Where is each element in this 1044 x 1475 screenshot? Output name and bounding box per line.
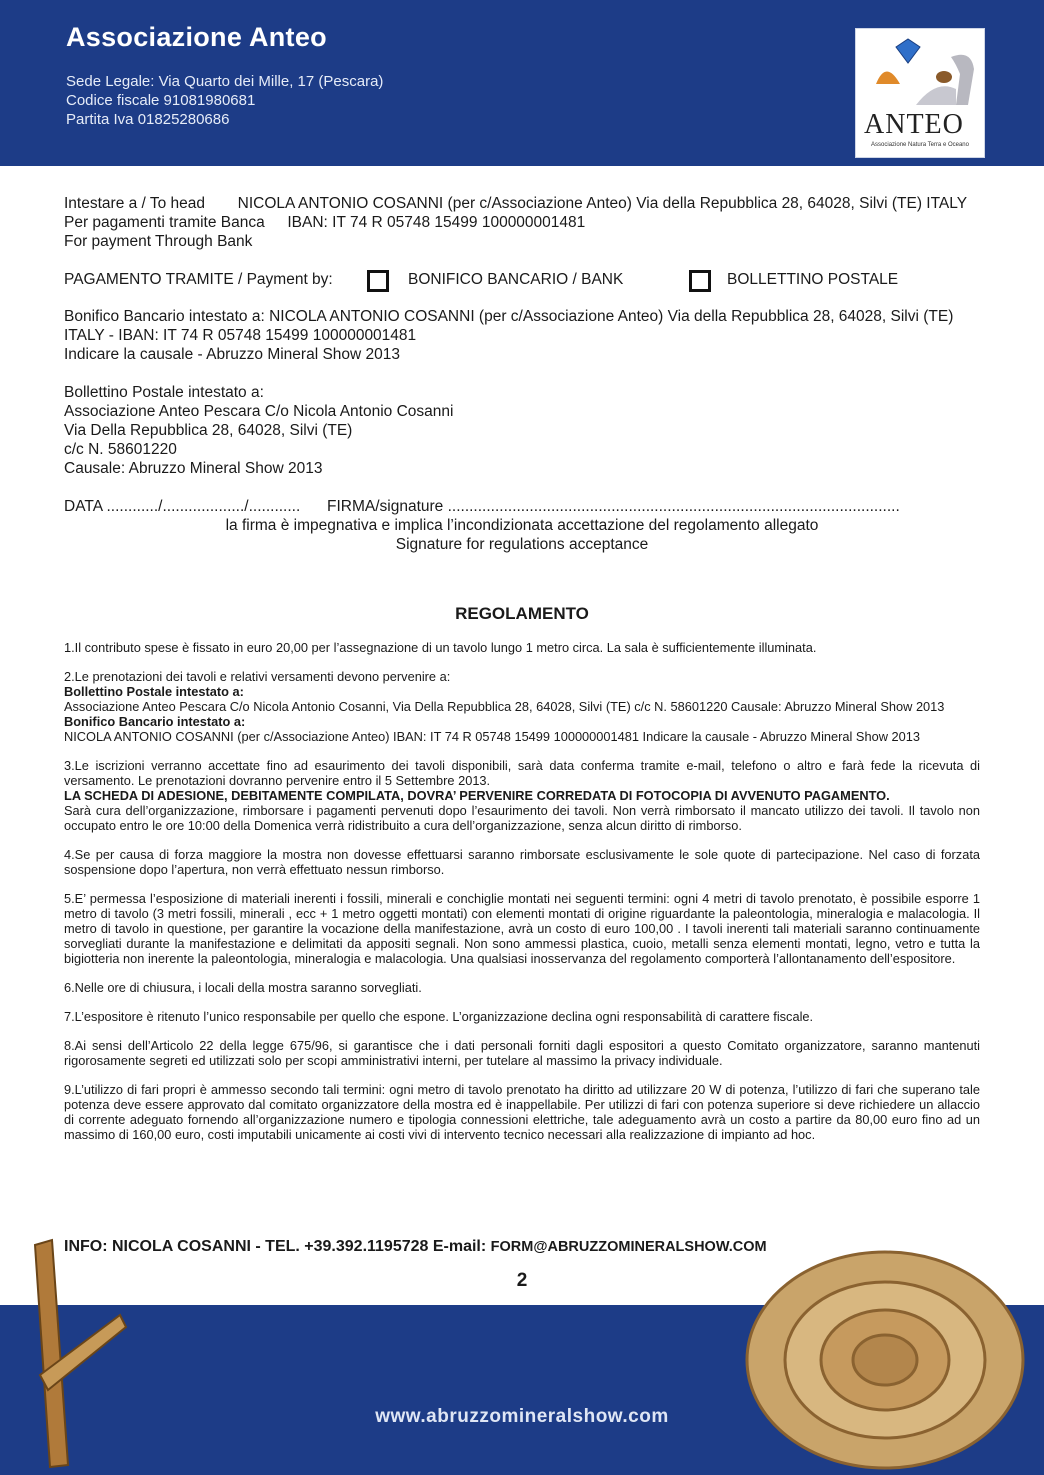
bank-transfer-line-2: ITALY - IBAN: IT 74 R 05748 15499 100000001481 — [64, 327, 417, 344]
signature-note-en: Signature for regulations acceptance — [395, 536, 649, 553]
rule-2-postal-text: Associazione Anteo Pescara C/o Nicola Antonio Cosanni, Via Della Repubblica 28, 64028, Silvi (TE) c/c N. 58601220 Causale: Abruzzo Mineral Show 2013 — [64, 699, 945, 714]
rule-6: 6.Nelle ore di chiusura, i locali della mostra saranno sorvegliati. — [64, 980, 422, 995]
rule-7: 7.L’espositore è ritenuto l’unico responsabile per quello che espone. L’organizzazione declina ogni responsabilità di carattere fiscale. — [64, 1009, 814, 1024]
rule-1: 1.Il contributo spese è fissato in euro 20,00 per l’assegnazione di un tavolo lungo 1 metro circa. La sala è sufficientemente illuminata. — [64, 640, 817, 655]
ammonite-fossil-icon — [735, 1230, 1025, 1470]
bank-label: Per pagamenti tramite Banca — [64, 214, 265, 231]
signature-field[interactable]: FIRMA/signature ......................................................................................................... — [327, 498, 900, 515]
rule-2-postal-head: Bollettino Postale intestato a: — [64, 684, 244, 699]
org-tax-code: Codice fiscale 91081980681 — [66, 92, 256, 109]
contact-text: INFO: NICOLA COSANNI - TEL. +39.392.1195728 E-mail: — [64, 1238, 487, 1255]
postal-line-3: Via Della Repubblica 28, 64028, Silvi (TE) — [64, 422, 353, 439]
postal-line-2: Associazione Anteo Pescara C/o Nicola Antonio Cosanni — [64, 403, 454, 420]
iban-value: IBAN: IT 74 R 05748 15499 100000001481 — [287, 214, 586, 231]
rule-3-bold: LA SCHEDA DI ADESIONE, DEBITAMENTE COMPILATA, DOVRA’ PERVENIRE CORREDATA DI FOTOCOPIA DI AVVENUTO PAGAMENTO. — [64, 788, 890, 803]
postal-checkbox[interactable] — [689, 270, 711, 292]
rule-5: 5.E’ permessa l’esposizione di materiali inerenti i fossili, minerali e conchiglie montati nei seguenti termini: ogni 4 metri di tavolo prenotato, è possibile esporre 1 metro di tavolo (3 metri fossili, minerali , ecc + 1 metro oggetti montati) con elementi montati di origine riguardante la paleontologia, mineralogia e malacologia. Il metro di tavolo in questione, per garantire la vocazione della manifestazione, avrà un costo di euro 100,00 . I tavoli inerenti tali materiali saranno continuamente sorvegliati durante la manifestazione e delimitati da appositi segnali. Non sono ammessi plastica, cuoio, metalli senza elementi montati, legno, vetro e tutta la bigiotteria non inerente la paleontologia, mineralogia e malacologia. Una qualsiasi inosservanza del regolamento comporterà l’allontanamento dell’espositore. — [64, 891, 980, 966]
rule-2-intro: 2.Le prenotazioni dei tavoli e relativi versamenti devono pervenire a: — [64, 669, 451, 684]
anteo-logo-icon — [855, 28, 985, 158]
bank-transfer-line-3: Indicare la causale - Abruzzo Mineral Show 2013 — [64, 346, 401, 363]
rules-body — [64, 640, 980, 1156]
bank-checkbox[interactable] — [367, 270, 389, 292]
rule-3 — [64, 758, 980, 833]
rule-8: 8.Ai sensi dell’Articolo 22 della legge 675/96, si garantisce che i dati personali forniti dagli espositori a questo Comitato organizzatore, saranno mantenuti rigorosamente segreti ed utilizzati solo per scopi amministrativi interni, per tutelare al massimo la privacy individuale. — [64, 1038, 980, 1068]
payee-value: NICOLA ANTONIO COSANNI (per c/Associazione Anteo) Via della Repubblica 28, 64028, Silvi (TE) ITALY — [237, 195, 968, 212]
date-field[interactable]: DATA ............/.................../............ — [64, 498, 301, 515]
page-number: 2 — [516, 1270, 528, 1291]
payee-line-3: For payment Through Bank — [64, 233, 253, 250]
org-vat: Partita Iva 01825280686 — [66, 111, 230, 128]
logo-tagline: Associazione Natura Terra e Oceano — [871, 142, 969, 148]
rule-9: 9.L’utilizzo di fari propri è ammesso secondo tali termini: ogni metro di tavolo prenotato ha diritto ad utilizzare 20 W di potenza, l’utilizzo di fari che superano tale potenza deve essere approvato dal comitato organizzatore della mostra ed è inappellabile. Per utilizzi di fari con potenza superiore si deve richiedere un allaccio di corrente adeguato fornendo all’organizzazione numero e tipologia connessioni elettriche, tale adeguamento avrà un costo a partire da 80,00 euro fino ad un massimo di 160,00 euro, costi imputabili unicamente ai costi vivi di intervento tecnico necessari alla realizzazione di impianto ad hoc. — [64, 1082, 980, 1142]
rule-2-bank-text: NICOLA ANTONIO COSANNI (per c/Associazione Anteo) IBAN: IT 74 R 05748 15499 100000001481 Indicare la causale - Abruzzo Mineral Show 2013 — [64, 729, 920, 744]
postal-line-4: c/c N. 58601220 — [64, 441, 177, 458]
payee-line-1 — [64, 195, 967, 213]
org-address: Sede Legale: Via Quarto dei Mille, 17 (Pescara) — [66, 73, 384, 90]
logo-text: ANTEO — [864, 109, 964, 140]
header-banner — [0, 0, 1044, 166]
bank-option-label: BONIFICO BANCARIO / BANK — [408, 271, 624, 288]
rule-3-text: 3.Le iscrizioni verranno accettate fino ad esaurimento dei tavoli disponibili, sarà data conferma tramite e-mail, telefono o altro e farà fede la ricevuta di versamento. Le prenotazioni dovranno pervenire entro il 5 Settembre 2013. — [64, 758, 980, 788]
contact-email[interactable]: FORM@ABRUZZOMINERALSHOW.COM — [490, 1239, 767, 1255]
bank-transfer-line-1: Bonifico Bancario intestato a: NICOLA ANTONIO COSANNI (per c/Associazione Anteo) Via della Repubblica 28, 64028, Silvi (TE) — [64, 308, 954, 325]
signature-note-it: la firma è impegnativa e implica l’incondizionata accettazione del regolamento allegato — [225, 517, 819, 534]
rule-2-bank-head: Bonifico Bancario intestato a: — [64, 714, 246, 729]
postal-option-label: BOLLETTINO POSTALE — [727, 271, 899, 288]
payment-label: PAGAMENTO TRAMITE / Payment by: — [64, 271, 333, 288]
website-link[interactable]: www.abruzzomineralshow.com — [375, 1406, 669, 1427]
postal-line-1: Bollettino Postale intestato a: — [64, 384, 264, 401]
rule-4: 4.Se per causa di forza maggiore la mostra non dovesse effettuarsi saranno rimborsate esclusivamente le sole quote di partecipazione. Nel caso di forzata sospensione dopo l’apertura, non verrà effettuato nessun rimborso. — [64, 847, 980, 877]
postal-line-5: Causale: Abruzzo Mineral Show 2013 — [64, 460, 323, 477]
rule-3-tail: Sarà cura dell’organizzazione, rimborsare i pagamenti pervenuti dopo l’esaurimento dei tavoli. Non verrà rimborsato il mancato utilizzo dei tavoli. Il tavolo non occupato entro le ore 10:00 della Domenica verrà ridistribuito a cura dell’organizzazione, senza alcun diritto di rimborso. — [64, 803, 980, 833]
rules-title: REGOLAMENTO — [455, 604, 589, 623]
rule-2 — [64, 669, 980, 744]
contact-info — [64, 1238, 767, 1256]
payee-line-2 — [64, 214, 585, 232]
org-name: Associazione Anteo — [66, 22, 327, 52]
payee-label: Intestare a / To head — [64, 195, 206, 212]
